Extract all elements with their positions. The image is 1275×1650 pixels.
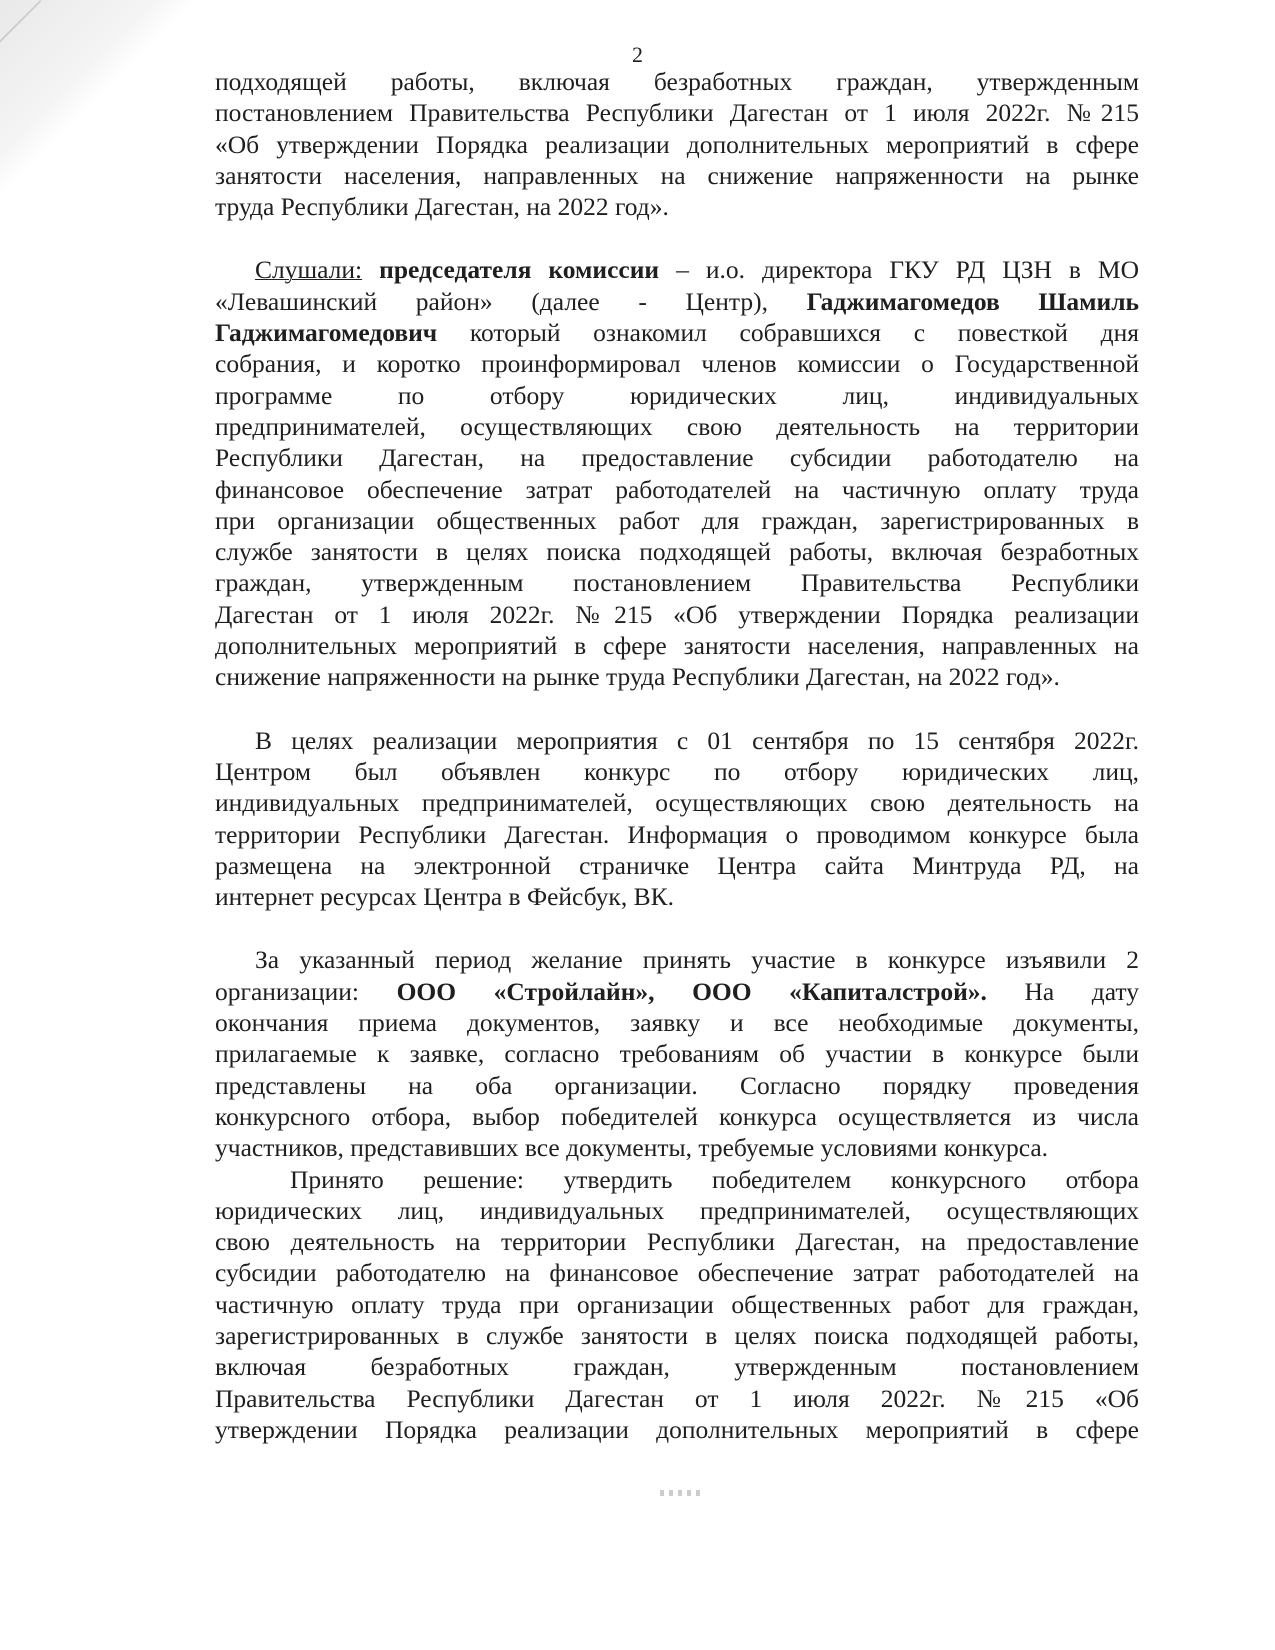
text-line: размещена на электронной страничке Центра сайта Минтруда РД, на xyxy=(215,850,1139,880)
text-line: постановлением Правительства Республики Дагестан от 1 июля 2022г. №215 xyxy=(215,98,1139,128)
text-line: Правительства Республики Дагестан от 1 июля 2022г. №215 «Об xyxy=(215,1383,1139,1413)
text-line: субсидии работодателю на финансовое обеспечение затрат работодателей на xyxy=(215,1258,1139,1288)
paragraph-competition xyxy=(215,725,1139,913)
text-line: представлены на оба организации. Согласно порядку проведения xyxy=(215,1070,1139,1100)
text-line: интернет ресурсах Центра в Фейсбук, ВК. xyxy=(215,882,674,912)
text-line: программе по отбору юридических лиц, индивидуальных xyxy=(215,380,1139,410)
text-line: прилагаемые к заявке, согласно требованиям об участии в конкурсе были xyxy=(215,1039,1139,1069)
text-line: занятости населения, направленных на снижение напряженности на рынке xyxy=(215,160,1139,190)
text-fragment: – и.о. директора ГКУ РД ЦЗН в МО xyxy=(659,255,1140,285)
text-fragment: организации: xyxy=(215,976,397,1006)
text-line: индивидуальных предпринимателей, осуществляющих свою деятельность на xyxy=(215,788,1139,818)
text-line: Республики Дагестан, на предоставление субсидии работодателю на xyxy=(215,443,1139,473)
text-line: включая безработных граждан, утвержденным постановлением xyxy=(215,1352,1139,1382)
text-line: снижение напряженности на рынке труда Республики Дагестан, на 2022 год». xyxy=(215,662,1060,692)
paragraph-decision xyxy=(215,1164,1139,1446)
text-line xyxy=(215,254,1139,285)
text-line: Центром был объявлен конкурс по отбору юридических лиц, xyxy=(215,756,1139,786)
text-line: предпринимателей, осуществляющих свою деятельность на территории xyxy=(215,411,1139,441)
page-number: 2 xyxy=(632,42,643,67)
page-corner-fold xyxy=(0,0,190,190)
chair-label: председателя комиссии xyxy=(379,255,660,285)
text-line: участников, представивших все документы, требуемые условиями конкурса. xyxy=(215,1133,1049,1163)
text-line: Принято решение: утвердить победителем конкурсного отбора xyxy=(290,1164,1139,1194)
text-line: конкурсного отбора, выбор победителей конкурса осуществляется из числа xyxy=(215,1101,1139,1131)
text-line: окончания приема документов, заявку и все необходимые документы, xyxy=(215,1008,1139,1038)
text-line: финансовое обеспечение затрат работодателей на частичную оплату труда xyxy=(215,474,1139,504)
text-line: при организации общественных работ для граждан, зарегистрированных в xyxy=(215,505,1139,535)
text-line: «Об утверждении Порядка реализации дополнительных мероприятий в сфере xyxy=(215,129,1139,159)
text-line: Дагестан от 1 июля 2022г. №215 «Об утверждении Порядка реализации xyxy=(215,599,1139,629)
text-line: юридических лиц, индивидуальных предпринимателей, осуществляющих xyxy=(215,1195,1139,1225)
document-body xyxy=(215,66,1139,1445)
heard-label: Слушали: xyxy=(255,255,363,285)
text-fragment: который ознакомил собравшихся с повесткой дня xyxy=(437,318,1139,348)
text-line: частичную оплату труда при организации общественных работ для граждан, xyxy=(215,1289,1139,1319)
text-line xyxy=(215,976,1139,1007)
text-line: труда Республики Дагестан, на 2022 год». xyxy=(215,192,669,222)
text-line: За указанный период желание принять участие в конкурсе изъявили 2 xyxy=(255,945,1139,975)
text-line xyxy=(215,286,1139,317)
speaker-name: Гаджимагомедов Шамиль xyxy=(806,286,1139,316)
text-fragment: «Левашинский район» (далее - Центр), xyxy=(215,286,768,316)
organization-names: ООО «Стройлайн», ООО «Капиталстрой». xyxy=(396,976,987,1006)
paragraph-applicants xyxy=(215,944,1139,1163)
text-line: граждан, утвержденным постановлением Правительства Республики xyxy=(215,568,1139,598)
text-line: подходящей работы, включая безработных граждан, утвержденным xyxy=(215,67,1139,96)
text-line: В целях реализации мероприятия с 01 сентября по 15 сентября 2022г. xyxy=(255,725,1139,755)
text-line: свою деятельность на территории Республики Дагестан, на предоставление xyxy=(215,1227,1139,1257)
scan-specks xyxy=(660,1490,700,1496)
speaker-patronymic: Гаджимагомедович xyxy=(215,318,438,348)
text-line: собрания, и коротко проинформировал членов комиссии о Государственной xyxy=(215,349,1139,379)
text-fragment: На дату xyxy=(986,976,1139,1006)
paragraph-heard xyxy=(215,254,1139,692)
text-line: зарегистрированных в службе занятости в целях поиска подходящей работы, xyxy=(215,1320,1139,1350)
text-line: службе занятости в целях поиска подходящей работы, включая безработных xyxy=(215,537,1139,567)
text-line xyxy=(215,317,1139,348)
text-line: дополнительных мероприятий в сфере занятости населения, направленных на xyxy=(215,631,1139,661)
text-line: утверждении Порядка реализации дополнительных мероприятий в сфере xyxy=(215,1414,1139,1444)
paragraph-intro-continuation xyxy=(215,66,1139,222)
text-line: территории Республики Дагестан. Информация о проводимом конкурсе была xyxy=(215,819,1139,849)
